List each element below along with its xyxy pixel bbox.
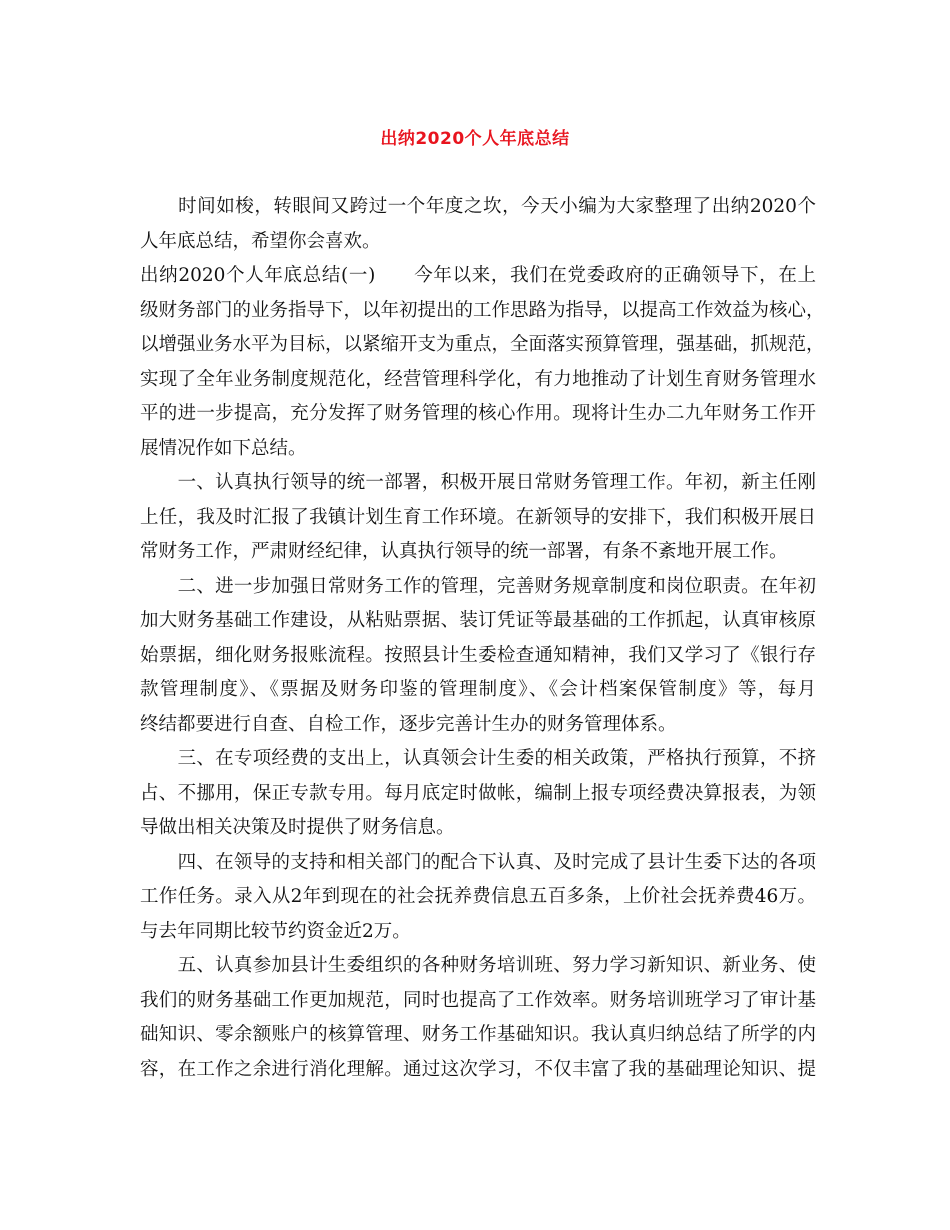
body-line: 始票据，细化财务报账流程。按照县计生委检查通知精神，我们又学习了《银行存 [140, 644, 816, 666]
body-line: 工作任务。录入从2年到现在的社会抚养费信息五百多条，上价社会抚养费46万。 [140, 886, 816, 907]
body-line: 展情况作如下总结。 [140, 437, 307, 459]
body-line: 加大财务基础工作建设，从粘贴票据、装订凭证等最基础的工作抓起，认真审核原 [140, 610, 816, 631]
body-line: 二、进一步加强日常财务工作的管理，完善财务规章制度和岗位职责。在年初 [140, 575, 816, 597]
body-line: 上任，我及时汇报了我镇计划生育工作环境。在新领导的安排下，我们积极开展日 [140, 506, 816, 528]
body-line: 实现了全年业务制度规范化，经营管理科学化，有力地推动了计划生育财务管理水 [140, 368, 816, 390]
body-line: 三、在专项经费的支出上，认真领会计生委的相关政策，严格执行预算，不挤 [140, 748, 816, 769]
body-line: 人年底总结，希望你会喜欢。 [140, 230, 381, 252]
body-line: 终结都要进行自查、自检工作，逐步完善计生办的财务管理体系。 [140, 713, 677, 735]
body-line: 平的进一步提高，充分发挥了财务管理的核心作用。现将计生办二九年财务工作开 [140, 403, 816, 424]
document-title: 出纳2020个人年底总结 [380, 129, 570, 149]
body-line: 款管理制度》、《票据及财务印鉴的管理制度》、《会计档案保管制度》等，每月 [140, 679, 816, 700]
body-line: 以增强业务水平为目标，以紧缩开支为重点，全面落实预算管理，强基础，抓规范， [140, 334, 825, 355]
body-line: 占、不挪用，保正专款专用。每月底定时做帐，编制上报专项经费决算报表，为领 [140, 782, 816, 804]
body-line: 一、认真执行领导的统一部署，积极开展日常财务管理工作。年初，新主任刚 [140, 472, 816, 493]
document-body [140, 190, 825, 1087]
body-line: 与去年同期比较节约资金近2万。 [140, 920, 411, 942]
body-line: 四、在领导的支持和相关部门的配合下认真、及时完成了县计生委下达的各项 [140, 851, 816, 873]
body-line: 级财务部门的业务指导下，以年初提出的工作思路为指导，以提高工作效益为核心， [140, 299, 825, 321]
body-line: 五、认真参加县计生委组织的各种财务培训班、努力学习新知识、新业务、使 [140, 955, 816, 976]
body-line: 导做出相关决策及时提供了财务信息。 [140, 817, 455, 838]
body-line: 我们的财务基础工作更加规范，同时也提高了工作效率。财务培训班学习了审计基 [140, 989, 816, 1011]
body-line: 础知识、零余额账户的核算管理、财务工作基础知识。我认真归纳总结了所学的内 [140, 1024, 816, 1045]
body-line: 常财务工作，严肃财经纪律，认真执行领导的统一部署，有条不紊地开展工作。 [140, 541, 788, 562]
body-line: 容，在工作之余进行消化理解。通过这次学习，不仅丰富了我的基础理论知识、提 [140, 1058, 816, 1080]
body-line: 出纳2020个人年底总结(一) 今年以来，我们在党委政府的正确领导下，在上 [140, 265, 816, 286]
body-line: 时间如梭，转眼间又跨过一个年度之坎，今天小编为大家整理了出纳2020个 [140, 196, 816, 217]
